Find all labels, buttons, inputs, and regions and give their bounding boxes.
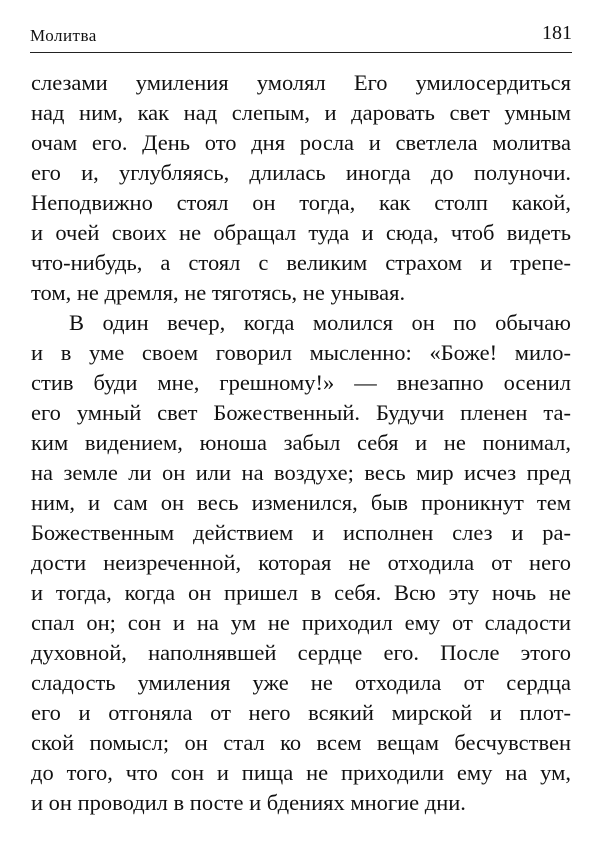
page-number: 181 xyxy=(542,22,572,44)
running-head xyxy=(30,22,572,52)
text-line: ним, и сам он весь изменился, быв проникнут тем xyxy=(31,490,571,515)
section-title: Молитва xyxy=(30,26,97,45)
text-line: и тогда, когда он пришел в себя. Всю эту ночь не xyxy=(31,580,571,605)
text-line: В один вечер, когда молился он по обычаю xyxy=(69,310,571,335)
header-rule xyxy=(30,52,572,53)
text-line: что-нибудь, а стоял с великим страхом и трепе- xyxy=(31,250,571,275)
text-line: спал он; сон и на ум не приходил ему от сладости xyxy=(31,610,571,635)
text-line: дости неизреченной, которая не отходила от него xyxy=(31,550,571,575)
paragraph xyxy=(31,308,571,818)
text-line: том, не дремля, не тяготясь, не унывая. xyxy=(31,280,406,305)
text-line: Божественным действием и исполнен слез и ра- xyxy=(31,520,571,545)
text-line: и он проводил в посте и бдениях многие дни. xyxy=(31,790,466,815)
text-line: над ним, как над слепым, и даровать свет умным xyxy=(31,100,571,125)
text-line: его и, углубляясь, длилась иногда до полуночи. xyxy=(31,160,571,185)
text-line: его умный свет Божественный. Будучи пленен та- xyxy=(31,400,571,425)
text-line: и в уме своем говорил мысленно: «Боже! мило- xyxy=(31,340,571,365)
text-line: Неподвижно стоял он тогда, как столп какой, xyxy=(31,190,571,215)
text-line: ким видением, юноша забыл себя и не понимал, xyxy=(31,430,571,455)
text-line: очам его. День ото дня росла и светлела молитва xyxy=(31,130,571,155)
text-line: стив буди мне, грешному!» — внезапно осенил xyxy=(31,370,571,395)
text-line: сладость умиления уже не отходила от сердца xyxy=(31,670,571,695)
paragraph xyxy=(31,68,571,308)
text-line: слезами умиления умолял Его умилосердиться xyxy=(31,70,571,95)
text-line: его и отгоняла от него всякий мирской и плот- xyxy=(31,700,571,725)
text-line: ской помысл; он стал ко всем вещам бесчувствен xyxy=(31,730,571,755)
text-line: до того, что сон и пища не приходили ему на ум, xyxy=(31,760,571,785)
text-line: духовной, наполнявшей сердце его. После этого xyxy=(31,640,571,665)
body-text xyxy=(31,68,571,818)
text-line: и очей своих не обращал туда и сюда, чтоб видеть xyxy=(31,220,571,245)
text-line: на земле ли он или на воздухе; весь мир исчез пред xyxy=(31,460,571,485)
